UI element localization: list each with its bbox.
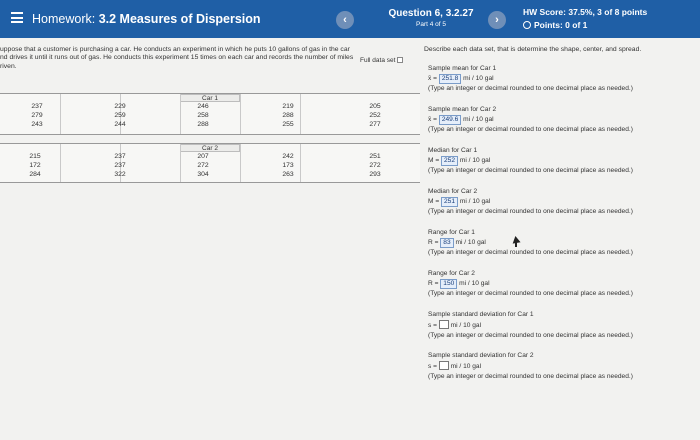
answer-row <box>428 115 696 125</box>
table-cell: 258 <box>197 112 209 119</box>
next-question-button[interactable] <box>488 11 506 29</box>
unit: mi / 10 gal <box>461 75 494 82</box>
points-text: Points: 0 of 1 <box>534 20 588 30</box>
question-label: Sample mean for Car 1 <box>428 65 497 72</box>
table-cell: 279 <box>31 112 43 119</box>
answer-hint: (Type an integer or decimal rounded to one decimal place as needed.) <box>428 167 633 174</box>
unit: mi / 10 gal <box>461 116 494 123</box>
table-cell: 288 <box>282 112 294 119</box>
question-label: Sample mean for Car 2 <box>428 106 497 113</box>
table-column <box>178 152 228 179</box>
full-data-set-link[interactable] <box>360 57 403 64</box>
table-cell: 277 <box>369 121 381 128</box>
question-label: Range for Car 2 <box>428 270 475 277</box>
table-cell: 259 <box>114 112 126 119</box>
car2-data-table <box>0 143 420 183</box>
table-cell: 304 <box>197 171 209 178</box>
table-column <box>95 152 145 179</box>
answer-input[interactable]: 251.8 <box>439 74 462 84</box>
document-icon <box>397 57 403 63</box>
answer-input[interactable] <box>439 320 449 329</box>
table-cell: 237 <box>114 162 126 169</box>
symbol: R = <box>428 239 441 246</box>
table-cell: 205 <box>369 103 381 110</box>
question-title: Question 6, 3.2.27 <box>388 8 474 19</box>
table-cell: 251 <box>369 153 381 160</box>
table-cell: 237 <box>114 153 126 160</box>
unit: mi / 10 gal <box>453 239 486 246</box>
chevron-left-icon: ‹ <box>343 14 347 26</box>
symbol: M = <box>428 198 442 205</box>
answer-hint: (Type an integer or decimal rounded to one decimal place as needed.) <box>428 373 633 380</box>
question-std-dev-car2 <box>428 351 696 382</box>
question-label: Sample standard deviation for Car 1 <box>428 311 534 318</box>
table-cell: 172 <box>29 162 41 169</box>
symbol: x̄ = <box>428 75 439 82</box>
hamburger-menu-icon[interactable] <box>11 12 23 23</box>
table-cell: 244 <box>114 121 126 128</box>
answer-hint: (Type an integer or decimal rounded to one decimal place as needed.) <box>428 208 633 215</box>
table-cell: 219 <box>282 103 294 110</box>
answer-row <box>428 197 696 207</box>
table-cell: 288 <box>197 121 209 128</box>
answer-input[interactable]: 251 <box>441 197 458 207</box>
answer-row <box>428 156 696 166</box>
table-column <box>350 152 400 179</box>
symbol: s = <box>428 363 439 370</box>
previous-question-button[interactable] <box>336 11 354 29</box>
table-cell: 246 <box>197 103 209 110</box>
question-label: Sample standard deviation for Car 2 <box>428 352 534 359</box>
table-column <box>95 102 145 129</box>
full-data-set-label: Full data set <box>360 57 396 64</box>
table-cell: 229 <box>114 103 126 110</box>
prompt-line: nd drives it until it runs out of gas. He conducts this experiment 15 times on each car and records the number of miles <box>0 54 354 62</box>
question-std-dev-car1 <box>428 310 696 341</box>
circle-icon <box>523 21 531 29</box>
table-cell: 243 <box>31 121 43 128</box>
answer-input[interactable] <box>439 361 449 370</box>
table-column <box>12 102 62 129</box>
hw-score: HW Score: 37.5%, 3 of 8 points <box>523 7 648 17</box>
homework-name: 3.2 Measures of Dispersion <box>98 12 261 26</box>
question-label: Median for Car 2 <box>428 188 478 195</box>
table-cell: 237 <box>31 103 43 110</box>
answer-input[interactable]: 150 <box>440 279 457 289</box>
answer-hint: (Type an integer or decimal rounded to one decimal place as needed.) <box>428 332 633 339</box>
instruction-text: Describe each data set, that is determine the shape, center, and spread. <box>424 46 642 53</box>
table-cell: 252 <box>369 112 381 119</box>
table-cell: 322 <box>114 171 126 178</box>
answer-hint: (Type an integer or decimal rounded to one decimal place as needed.) <box>428 126 633 133</box>
table-cell: 173 <box>282 162 294 169</box>
question-points <box>523 20 587 30</box>
answer-row <box>428 361 696 372</box>
answer-hint: (Type an integer or decimal rounded to one decimal place as needed.) <box>428 249 633 256</box>
unit: mi / 10 gal <box>448 322 482 329</box>
table-cell: 272 <box>197 162 209 169</box>
car1-header: Car 1 <box>180 94 240 102</box>
answer-row <box>428 279 696 289</box>
table-cell: 263 <box>282 171 294 178</box>
top-header-bar <box>0 0 700 38</box>
answer-input[interactable]: 83 <box>440 238 453 248</box>
car1-data-table <box>0 93 420 135</box>
answer-row <box>428 74 696 84</box>
prompt-line: uppose that a customer is purchasing a car. He conducts an experiment in which he puts 10 gallons of gas in the car <box>0 46 350 53</box>
chevron-right-icon: › <box>495 14 499 26</box>
answer-pane <box>424 46 700 53</box>
symbol: s = <box>428 322 439 329</box>
question-label: Median for Car 1 <box>428 147 478 154</box>
problem-prompt <box>0 46 410 71</box>
prompt-line: riven. <box>0 62 17 70</box>
table-cell: 255 <box>282 121 294 128</box>
question-median-car2 <box>428 187 696 217</box>
homework-label: Homework: <box>32 12 99 26</box>
symbol: R = <box>428 280 441 287</box>
table-column <box>263 102 313 129</box>
car2-header: Car 2 <box>180 144 240 152</box>
unit: mi / 10 gal <box>448 363 482 370</box>
question-median-car1 <box>428 146 696 176</box>
answer-hint: (Type an integer or decimal rounded to one decimal place as needed.) <box>428 290 633 297</box>
question-part: Part 4 of 5 <box>416 21 446 28</box>
unit: mi / 10 gal <box>457 280 490 287</box>
answer-row <box>428 320 696 331</box>
question-range-car1 <box>428 228 696 258</box>
table-column <box>350 102 400 129</box>
table-cell: 207 <box>197 153 209 160</box>
table-column <box>263 152 313 179</box>
symbol: x̄ = <box>428 116 439 123</box>
table-cell: 215 <box>29 153 41 160</box>
table-cell: 272 <box>369 162 381 169</box>
table-cell: 293 <box>369 171 381 178</box>
table-column <box>178 102 228 129</box>
answer-hint: (Type an integer or decimal rounded to one decimal place as needed.) <box>428 85 633 92</box>
symbol: M = <box>428 157 442 164</box>
table-cell: 242 <box>282 153 294 160</box>
unit: mi / 10 gal <box>458 198 491 205</box>
question-label: Range for Car 1 <box>428 229 475 236</box>
homework-title <box>32 12 261 26</box>
question-range-car2 <box>428 269 696 299</box>
answer-row <box>428 238 696 248</box>
table-cell: 284 <box>29 171 41 178</box>
answer-input[interactable]: 249.6 <box>439 115 462 125</box>
answer-input[interactable]: 252 <box>441 156 458 166</box>
table-column <box>10 152 60 179</box>
question-sample-mean-car2 <box>428 105 696 135</box>
question-sample-mean-car1 <box>428 64 696 94</box>
unit: mi / 10 gal <box>458 157 491 164</box>
